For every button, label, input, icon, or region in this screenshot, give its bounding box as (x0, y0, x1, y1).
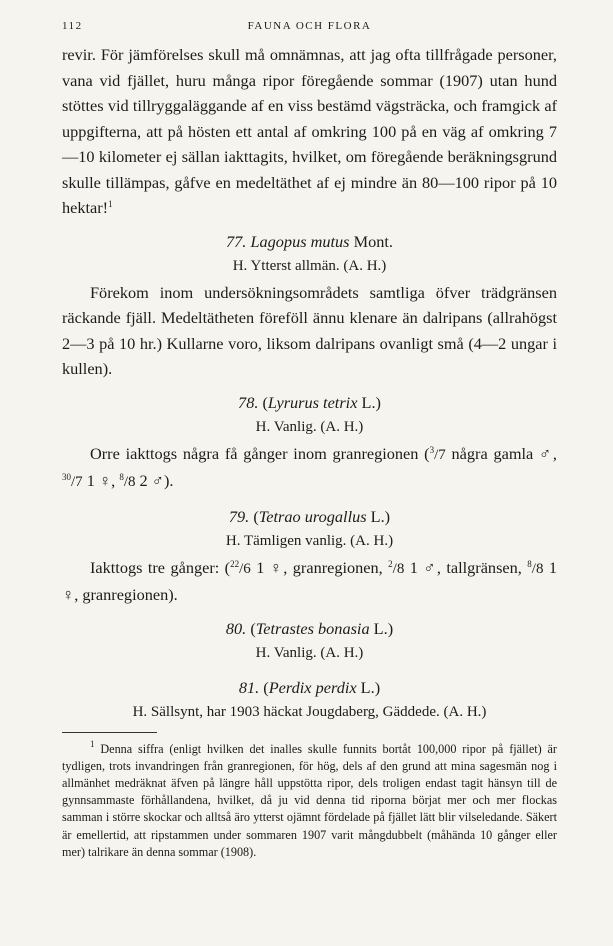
footnote-divider (62, 732, 157, 733)
section-77-title: 77. Lagopus mutus Mont. (226, 231, 393, 251)
section-81-status: H. Sällsynt, har 1903 häckat Jougdaberg, Gäddede. (A. H.) (132, 704, 487, 720)
section-79-title: 79. (Tetrao urogallus L.) (228, 506, 391, 526)
section-81-title: 81. (Perdix perdix L.) (238, 677, 381, 697)
section-79-text: Iakttogs tre gånger: ($^{22}$/6 1 ♀, granregionen, $^2$/8 1 ♂, tallgränsen, $^8$/8 1 ♀, granregionen). (62, 557, 557, 604)
page-number: 112 (62, 20, 83, 32)
section-77-status: H. Ytterst allmän. (A. H.) (232, 258, 387, 274)
main-text (62, 42, 557, 726)
footnote-ref: 1 (108, 199, 113, 209)
section-78-title: 78. (Lyrurus tetrix L.) (238, 392, 381, 412)
running-head: FAUNA OCH FLORA (247, 20, 372, 32)
section-80-title: 80. (Tetrastes bonasia L.) (225, 618, 394, 638)
footnote-marker: 1 (90, 738, 95, 749)
footnote-text: Denna siffra (enligt hvilken det inalles skulle funnits bortåt 100,000 ripor på fjället) är tydligen, trots invandringen från granregionen, för hög, dels af den grund att mina sagesmän nog i allmänhet medräknat äfven på längre håll uppstötta ripor, dels troligen endast tagit hänsyn till de gynnsammaste förhållandena, hvilket, då ju vid denna tid riporna börjat mer och mer flockas samman i större skockar och alltså äro ytterst ojämnt fördelade på fjället lätt blir vilseledande. Säkert är emellertid, att ripstammen under sommaren 1907 varit mångdubbelt (måhända 10 gånger eller mer) talrikare än denna sommar (1908). (62, 741, 557, 859)
section-80-status: H. Vanlig. (A. H.) (255, 645, 364, 661)
page-header (62, 16, 557, 42)
intro-paragraph: revir. För jämförelses skull må omnämnas, att jag ofta tillfrågade personer, vana vid fjället, huru många ripor föregående sommar (1907) utan hund stöttes vid tillryggaläggande af en viss bestämd vägsträcka, och framgick af uppgifterna, att på hösten ett antal af omkring 100 på en väg af omkring 7—10 kilometer ej sällan iakttagits, hvilket, om föregående beräkningsgrund skulle tillämpas, gåfve en medeltäthet af ej mindre än 80—100 ripor på 10 hektar!$^1$ (62, 45, 557, 217)
footnote (62, 738, 557, 861)
section-78-status: H. Vanlig. (A. H.) (255, 419, 364, 435)
section-78-text: Orre iakttogs några få gånger inom granregionen ($^3$/7 några gamla ♂, $^{30}$/7 1 ♀, $^8$/8 2 ♂). (62, 443, 557, 490)
section-79-status: H. Tämligen vanlig. (A. H.) (225, 533, 394, 549)
section-77-text: Förekom inom undersökningsområdets samtliga öfver trädgränsen räckande fjäll. Medeltätheten föreföll ännu klenare än dalripans (allrahögst 2—3 på 10 hr.) Kullarne voro, liksom dalripans ovanligt små (4—2 ungar i kullen). (62, 282, 557, 378)
